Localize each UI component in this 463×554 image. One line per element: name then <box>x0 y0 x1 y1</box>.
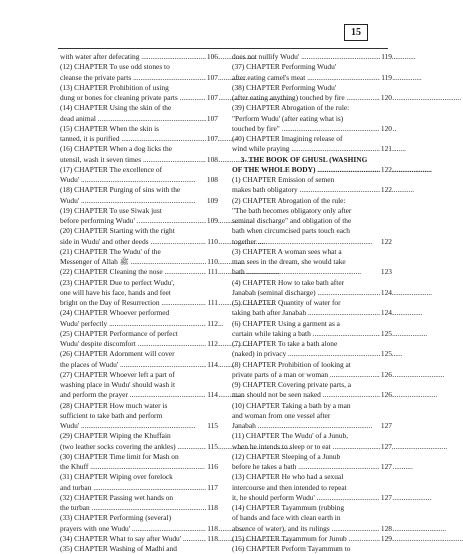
toc-page-number: 127 <box>380 462 392 471</box>
toc-line <box>232 452 392 462</box>
toc-page-number: 109 <box>206 195 218 205</box>
toc-line <box>60 288 218 298</box>
toc-line <box>60 175 218 185</box>
toc-line-text: one will have his face, hands and feet <box>60 287 171 297</box>
toc-page-number: 122 <box>380 185 392 195</box>
toc-page-number: 108 <box>206 154 218 164</box>
toc-line <box>60 185 218 195</box>
toc-line-text: (33) CHAPTER Performing (several) <box>60 513 172 523</box>
toc-line-text: man sees in the dream, she would take <box>232 257 346 266</box>
toc-line <box>60 73 218 83</box>
toc-line <box>60 267 218 277</box>
toc-line-text: (11) CHAPTER The Wudu' of a Junub, <box>232 431 349 441</box>
toc-line-text: Wudu' ..... <box>60 196 218 206</box>
toc-line-text: (1) CHAPTER Emission of semen <box>232 175 335 184</box>
toc-line <box>232 503 392 513</box>
toc-line-text: (after eating anything) touched by fire ..... <box>232 93 392 103</box>
toc-line <box>60 339 218 349</box>
toc-line-text: tanned, it is purified ..... <box>60 134 218 144</box>
toc-line-text: (26) CHAPTER Adornment will cover <box>60 349 175 359</box>
toc-line <box>60 124 218 134</box>
toc-line <box>232 93 392 103</box>
toc-line <box>232 421 392 431</box>
toc-line-text: man should not be seen naked ..... <box>232 390 392 400</box>
toc-line <box>232 431 392 441</box>
toc-line-text: the turban ..... <box>60 503 218 513</box>
toc-line <box>60 401 218 411</box>
toc-page-number: 125 <box>380 349 392 359</box>
toc-line-text: (16) CHAPTER Perform Tayammum to <box>232 544 351 553</box>
toc-line-text: bath when circumcised parts touch each <box>232 226 350 236</box>
toc-page-number: 122 <box>380 236 392 246</box>
toc-line-text: (38) CHAPTER Performing Wudu' <box>232 82 337 92</box>
toc-line <box>232 165 392 175</box>
toc-line <box>60 370 218 380</box>
toc-line-text: Wudu' ..... <box>60 175 218 185</box>
toc-line <box>232 401 392 411</box>
toc-line-text: "Perform Wudu' (after eating what is) <box>232 113 344 123</box>
toc-right-column <box>232 52 392 554</box>
toc-page-number: 118 <box>207 523 218 533</box>
toc-line <box>232 472 392 482</box>
toc-line <box>232 267 392 277</box>
toc-page-number: 117 <box>207 482 218 492</box>
toc-line-text: (22) CHAPTER Cleaning the nose ..... <box>60 267 218 277</box>
toc-page-number: 112 <box>207 318 218 328</box>
toc-page-number: 111 <box>207 267 218 277</box>
toc-line <box>232 390 392 400</box>
toc-line-text: the Khuff ..... <box>60 462 218 472</box>
toc-line <box>232 226 392 236</box>
toc-line-text: Janabah ..... <box>232 421 392 431</box>
header-rule <box>58 48 388 49</box>
toc-line-text: (31) CHAPTER Wiping over forelock <box>60 472 173 482</box>
toc-line <box>232 237 392 247</box>
toc-page-number: 129 <box>380 533 392 543</box>
toc-line-text: Janabah (seminal discharge) ..... <box>232 288 392 298</box>
toc-line-text: (20) CHAPTER Starting with the right <box>60 226 175 236</box>
toc-line <box>232 124 392 134</box>
toc-line <box>60 452 218 462</box>
toc-line-text: together ..... <box>232 237 392 247</box>
toc-line-text: (naked) in privacy ..... <box>232 349 392 359</box>
toc-line-text: 3- THE BOOK OF GHUSL (WASHING <box>240 154 368 164</box>
toc-line-text: the places of Wudu' ..... <box>60 360 218 370</box>
toc-line-text: (18) CHAPTER Purging of sins with the <box>60 185 181 195</box>
toc-line-text: dung or bones for cleaning private parts ..... <box>60 93 218 103</box>
toc-page-number: 110 <box>207 257 218 266</box>
toc-line <box>60 524 218 534</box>
toc-page-number: 123 <box>380 267 392 277</box>
toc-page-number: 114 <box>207 359 218 369</box>
toc-line <box>60 503 218 513</box>
toc-line <box>232 329 392 339</box>
toc-line <box>60 431 218 441</box>
toc-page-number: 114 <box>207 390 218 400</box>
toc-page-number: 122 <box>380 164 392 174</box>
toc-line-text: utensil, wash it seven times ..... <box>60 155 218 165</box>
toc-line <box>232 52 392 62</box>
toc-line <box>60 155 218 165</box>
toc-line <box>60 206 218 216</box>
toc-line-text: (19) CHAPTER To use Siwak just <box>60 205 162 215</box>
toc-line-text: washing place in Wudu' should wash it <box>60 380 176 389</box>
toc-page-number: 118 <box>207 503 218 512</box>
toc-line <box>232 62 392 72</box>
toc-line-text: (5) CHAPTER Quantity of water for <box>232 298 341 307</box>
toc-line <box>232 73 392 83</box>
toc-line <box>232 185 392 195</box>
toc-page-number: 128 <box>380 523 392 533</box>
toc-page-number: 111 <box>207 298 218 307</box>
toc-line-text: (2) CHAPTER Abrogation of the rule: <box>232 195 346 205</box>
toc-line-text: Messenger of Allah ﷺ ..... <box>60 257 218 267</box>
toc-line <box>232 349 392 359</box>
toc-line-text: (23) CHAPTER Due to perfect Wudu', <box>60 277 175 287</box>
toc-line-text: wind while praying ..... <box>232 144 392 154</box>
toc-line <box>232 483 392 493</box>
toc-line <box>232 462 392 472</box>
toc-page-number: 126 <box>380 390 392 400</box>
toc-line-text: (32) CHAPTER Passing wet hands on <box>60 492 174 502</box>
toc-line <box>60 278 218 288</box>
toc-line-text: "The bath becomes obligatory only after <box>232 205 352 215</box>
toc-line <box>60 462 218 472</box>
toc-page-number: 108 <box>206 175 218 184</box>
toc-line <box>60 196 218 206</box>
toc-page-number: 121 <box>380 144 392 154</box>
toc-line <box>60 360 218 370</box>
toc-line-text: (7) CHAPTER To take a bath alone <box>232 339 338 348</box>
toc-line-text: (39) CHAPTER Abrogation of the rule: <box>232 103 350 113</box>
toc-line-text: before performing Wudu' ..... <box>60 216 218 226</box>
toc-line-text: (12) CHAPTER To use odd stones to <box>60 62 170 72</box>
toc-line <box>232 288 392 298</box>
toc-line <box>232 524 392 534</box>
toc-page-number: 126 <box>380 369 392 379</box>
toc-line <box>232 144 392 154</box>
toc-line <box>232 339 392 349</box>
toc-line-text: (8) CHAPTER Prohibition of looking at <box>232 359 351 369</box>
toc-line <box>60 319 218 329</box>
toc-line <box>232 534 392 544</box>
toc-line <box>60 544 218 554</box>
page-number: 15 <box>344 24 368 41</box>
toc-page-number: 107 <box>206 72 218 82</box>
toc-line <box>60 380 218 390</box>
toc-line-text: bath ..... <box>232 267 392 277</box>
toc-page-number: 107 <box>206 134 218 143</box>
toc-page-number: 107 <box>206 113 218 123</box>
toc-page-number: 118 <box>207 533 218 543</box>
toc-line-text: bright on the Day of Resurrection ..... <box>60 298 218 308</box>
toc-line-text: when he intends to sleep or to eat ..... <box>232 442 392 452</box>
toc-line <box>232 308 392 318</box>
toc-line-text: cleanse the private parts ..... <box>60 73 218 83</box>
toc-line-text: (29) CHAPTER Wiping the Khuffain <box>60 431 171 441</box>
toc-line-text: (6) CHAPTER Using a garment as a <box>232 318 340 328</box>
toc-line-text: (28) CHAPTER How much water is <box>60 400 168 410</box>
toc-page-number: 125 <box>380 328 392 338</box>
toc-line <box>60 513 218 523</box>
toc-page-number: 115 <box>207 421 218 430</box>
toc-line <box>232 442 392 452</box>
toc-line <box>232 360 392 370</box>
toc-line <box>232 103 392 113</box>
toc-line <box>60 83 218 93</box>
toc-line-text: curtain while taking a bath ..... <box>232 329 392 339</box>
toc-line-text: (15) CHAPTER When the skin is <box>60 123 160 133</box>
toc-line <box>60 165 218 175</box>
toc-line-text: (27) CHAPTER Whoever left a part of <box>60 369 175 379</box>
toc-line <box>60 257 218 267</box>
toc-page-number: 106 <box>206 52 218 61</box>
toc-line-text: Wudu' perfectly ..... <box>60 319 218 329</box>
toc-line <box>232 278 392 288</box>
toc-line <box>60 483 218 493</box>
toc-line <box>60 493 218 503</box>
toc-line-text: of hands and face with clean earth in <box>232 513 341 523</box>
toc-line-text: (30) CHAPTER Time limit for Mash on <box>60 451 179 461</box>
toc-line <box>60 62 218 72</box>
toc-page-number: 116 <box>207 462 218 471</box>
toc-line <box>232 298 392 308</box>
toc-page-number: 127 <box>380 441 392 451</box>
toc-line <box>60 216 218 226</box>
toc-line-text: private parts of a man or woman ..... <box>232 370 392 380</box>
toc-line <box>232 83 392 93</box>
toc-page-number: 109 <box>206 216 218 225</box>
toc-line <box>232 257 392 267</box>
toc-line-text: before he takes a bath ..... <box>232 462 392 472</box>
toc-line <box>60 237 218 247</box>
toc-line <box>232 493 392 503</box>
toc-line <box>232 175 392 185</box>
toc-page-number: 107 <box>206 93 218 102</box>
toc-page-number: 115 <box>207 441 218 451</box>
toc-line <box>60 114 218 124</box>
toc-line-text: (17) CHAPTER The excellence of <box>60 164 163 174</box>
toc-page-number: 119 <box>381 52 392 61</box>
toc-line-text: (9) CHAPTER Covering private parts, a <box>232 380 352 389</box>
toc-line <box>60 411 218 421</box>
toc-line-text: OF THE WHOLE BODY) ..... <box>232 165 392 175</box>
toc-line <box>60 472 218 482</box>
toc-line-text: (10) CHAPTER Taking a bath by a man <box>232 400 351 410</box>
toc-page-number: 120 <box>380 93 392 102</box>
toc-line <box>60 103 218 113</box>
toc-line-text: absence of water), and its rulings ..... <box>232 524 392 534</box>
toc-line-text: (34) CHAPTER What to say after Wudu' ..... <box>60 534 218 544</box>
toc-line <box>60 442 218 452</box>
toc-line <box>232 513 392 523</box>
toc-line <box>60 390 218 400</box>
toc-line-text: (40) CHAPTER Imagining release of <box>232 134 343 143</box>
toc-page-number: 127 <box>380 421 392 430</box>
toc-line-text: with water after defecating ..... <box>60 52 218 62</box>
toc-page-number: 119 <box>381 72 392 82</box>
toc-line <box>232 196 392 206</box>
toc-page-number: 112 <box>207 339 218 348</box>
toc-page-number: 120 <box>380 123 392 133</box>
toc-page-number: 127 <box>380 492 392 502</box>
toc-line-text: makes bath obligatory ..... <box>232 185 392 195</box>
toc-line <box>232 370 392 380</box>
toc-line-text: intercourse and then intended to repeat <box>232 482 347 492</box>
toc-line-text: (35) CHAPTER Washing of Madhi and <box>60 544 177 553</box>
toc-line-text: (two leather socks covering the ankles) ..... <box>60 442 218 452</box>
toc-line-text: (14) CHAPTER Tayammum (rubbing <box>232 503 345 512</box>
toc-line-text: dead animal ..... <box>60 114 218 124</box>
toc-line <box>232 247 392 257</box>
toc-line <box>60 144 218 154</box>
toc-line-text: does not nullify Wudu' ..... <box>232 52 392 62</box>
toc-line-text: (37) CHAPTER Performing Wudu' <box>232 62 337 72</box>
toc-line <box>60 298 218 308</box>
toc-line-text: and turban ..... <box>60 483 218 493</box>
toc-line-text: (24) CHAPTER Whoever performed <box>60 308 170 318</box>
toc-line <box>232 134 392 144</box>
toc-line <box>232 544 392 554</box>
toc-line-text: (15) CHAPTER Tayammum for Junub ..... <box>232 534 392 544</box>
toc-line-text: side in Wudu' and other deeds ..... <box>60 237 218 247</box>
toc-line <box>232 411 392 421</box>
toc-line <box>60 349 218 359</box>
toc-line <box>232 155 392 165</box>
toc-line-text: and woman from one vessel after <box>232 410 331 420</box>
toc-line <box>232 319 392 329</box>
toc-page-number: 124 <box>380 287 392 297</box>
toc-line-text: and perform the prayer ..... <box>60 390 218 400</box>
toc-line-text: (12) CHAPTER Sleeping of a Junub <box>232 451 341 461</box>
toc-line-text: (21) CHAPTER The Wudu' of the <box>60 246 161 256</box>
toc-line <box>60 308 218 318</box>
toc-line-text: sufficient to take bath and perform <box>60 410 163 420</box>
toc-line-text: (4) CHAPTER How to take bath after <box>232 277 345 287</box>
toc-line <box>60 421 218 431</box>
toc-line <box>232 114 392 124</box>
toc-left-column <box>60 52 218 554</box>
toc-line-text: touched by fire" ..... <box>232 124 392 134</box>
toc-line-text: seminal discharge" and obligation of the <box>232 216 352 225</box>
toc-line-text: (25) CHAPTER Performance of perfect <box>60 328 178 338</box>
toc-line <box>60 134 218 144</box>
toc-line-text: prayers with one Wudu' ..... <box>60 524 218 534</box>
toc-line <box>60 52 218 62</box>
toc-line <box>60 247 218 257</box>
toc-line <box>60 534 218 544</box>
toc-line-text: it, he should perform Wudu' ..... <box>232 493 392 503</box>
toc-line-text: taking bath after Janabah ..... <box>232 308 392 318</box>
toc-line-text: (13) CHAPTER Prohibition of using <box>60 82 169 92</box>
toc-page-number: 110 <box>207 236 218 246</box>
toc-line-text: (16) CHAPTER When a dog licks the <box>60 144 172 154</box>
toc-line-text: (14) CHAPTER Using the skin of the <box>60 103 172 113</box>
toc-line <box>60 93 218 103</box>
toc-line <box>232 206 392 216</box>
toc-line <box>60 329 218 339</box>
toc-line-text: (3) CHAPTER A woman sees what a <box>232 246 342 256</box>
toc-line-text: (13) CHAPTER He who had a sexual <box>232 472 344 482</box>
toc-page-number: 124 <box>380 308 392 318</box>
toc-line <box>60 226 218 236</box>
toc-line <box>232 216 392 226</box>
toc-line <box>232 380 392 390</box>
toc-line-text: Wudu' despite discomfort ..... <box>60 339 218 349</box>
toc-line-text: Wudu' ..... <box>60 421 218 431</box>
toc-line-text: after eating camel's meat ..... <box>232 73 392 83</box>
